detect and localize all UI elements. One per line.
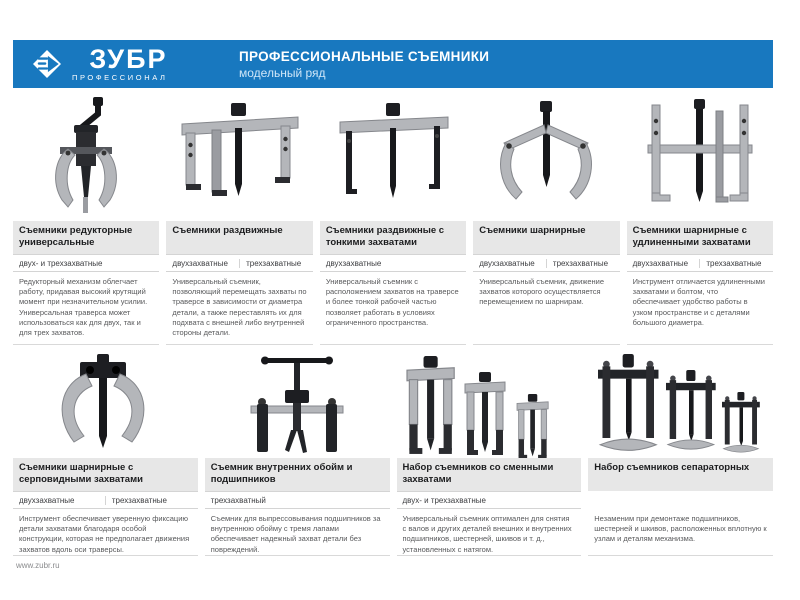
zubr-logo — [29, 46, 207, 82]
product-card — [397, 350, 582, 556]
tag-label: трехзахватные — [239, 259, 313, 268]
tag-label: трехзахватные — [699, 259, 773, 268]
product-card — [588, 350, 773, 556]
product-card — [320, 93, 466, 345]
product-image-area — [166, 93, 312, 221]
product-title: Съемники шарнирные с удлиненными захватами — [627, 221, 773, 254]
product-image-area — [320, 93, 466, 221]
product-tags — [473, 254, 619, 272]
product-description: Редукторный механизм облегчает работу, придавая высокий крутящий момент при незначительном усилии. Универсальная траверса может использоваться как для двух, так и для трех захватов. — [19, 277, 148, 337]
product-tags — [13, 491, 198, 509]
product-description: Инструмент отличается удлиненными захватами и болтом, что обеспечивает удобство работы в узком пространстве и с деталями большого диаметра. — [632, 277, 765, 327]
tag-label: двухзахватные — [19, 495, 75, 505]
product-image-area — [588, 350, 773, 458]
sickle-jaw-puller-image — [40, 354, 170, 458]
tag-label: двух- и трехзахватные — [19, 258, 103, 268]
brand-name: ЗУБР — [89, 44, 168, 74]
product-card — [13, 93, 159, 345]
product-card — [166, 93, 312, 345]
tag-label: двухзахватные — [172, 258, 228, 268]
gear-reduction-puller-image — [30, 97, 142, 221]
tag-label: трехзахватный — [210, 495, 266, 505]
product-title: Съемники раздвижные — [166, 221, 312, 254]
product-tags — [205, 491, 390, 509]
product-title: Набор съемников сепараторных — [588, 458, 773, 491]
product-image-area — [397, 350, 582, 458]
product-title: Съемники раздвижные с тонкими захватами — [320, 221, 466, 254]
site-url-link[interactable]: www.zubr.ru — [16, 561, 60, 570]
tag-label: двухзахватные — [632, 258, 689, 268]
product-image-area — [205, 350, 390, 458]
product-tags — [320, 254, 466, 272]
product-title: Съемники шарнирные — [473, 221, 619, 254]
page-subtitle: модельный ряд — [239, 65, 326, 80]
tag-label: трехзахватные — [546, 259, 620, 268]
product-image-area — [13, 350, 198, 458]
zubr-diamond-icon — [29, 46, 65, 82]
product-card — [13, 350, 198, 556]
interchangeable-jaw-puller-set-image — [405, 354, 573, 458]
product-tags — [397, 491, 582, 509]
inner-race-bearing-puller-image — [237, 354, 357, 458]
product-description: Инструмент обеспечивает уверенную фиксацию детали захватами благодаря особой конструкции, которая не предполагает движения захватов вдоль оси траверсы. — [19, 514, 190, 554]
product-tags — [627, 254, 773, 272]
hinged-puller-image — [488, 101, 604, 221]
product-row-1 — [13, 93, 773, 345]
product-card — [205, 350, 390, 556]
product-tags — [166, 254, 312, 272]
product-description: Универсальный съемник, движение захватов которого осуществляется перемещением по шарнирам. — [479, 277, 605, 307]
product-description: Универсальный съемник, позволяющий перемещать захваты по траверсе в зависимости от диаметра детали, а также переставлять их для подхвата с внешней либо внутренней стороны детали. — [172, 277, 307, 337]
product-description: Съемник для выпрессовывания подшипников за внутреннюю обойму с тремя лапами обеспечивает надежный захват детали без повреждений. — [210, 514, 381, 554]
sliding-puller-image — [174, 103, 306, 221]
product-tags — [13, 254, 159, 272]
sliding-thin-jaw-puller-image — [330, 103, 456, 221]
brand-sub-label: ПРОФЕССИОНАЛ — [72, 73, 168, 82]
product-card — [627, 93, 773, 345]
product-title: Съемник внутренних обойм и подшипников — [205, 458, 390, 491]
product-description: Универсальный съемник оптимален для снятия с валов и других деталей внешних и внутренних подшипников, шестерней, шкивов и т. д., установленных с натягом. — [402, 514, 572, 554]
product-card — [473, 93, 619, 345]
product-title: Набор съемников со сменными захватами — [397, 458, 582, 491]
product-image-area — [627, 93, 773, 221]
tag-label: двухзахватные — [325, 258, 382, 268]
product-tags-empty — [588, 491, 773, 509]
product-image-area — [13, 93, 159, 221]
product-row-2 — [13, 350, 773, 556]
tag-label: двух- и трехзахватные — [402, 495, 486, 505]
page-title: ПРОФЕССИОНАЛЬНЫЕ СЪЕМНИКИ — [239, 48, 490, 64]
separator-puller-set-image — [596, 354, 766, 458]
hinged-long-jaw-puller-image — [640, 99, 760, 221]
product-title: Съемники шарнирные с серповидными захватами — [13, 458, 198, 491]
product-description: Незаменим при демонтаже подшипников, шестерней и шкивов, расположенных вплотную к узлам и деталям механизма. — [594, 514, 767, 544]
product-image-area — [473, 93, 619, 221]
product-title: Съемники редукторные универсальные — [13, 221, 159, 254]
tag-label: двухзахватные — [479, 258, 535, 268]
product-description: Универсальный съемник с расположением захватов на траверсе и более тонкой рабочей частью позволяет работать в условиях ограниченного пространства. — [325, 277, 459, 327]
header-banner — [13, 40, 773, 88]
tag-label: трехзахватные — [105, 496, 198, 505]
